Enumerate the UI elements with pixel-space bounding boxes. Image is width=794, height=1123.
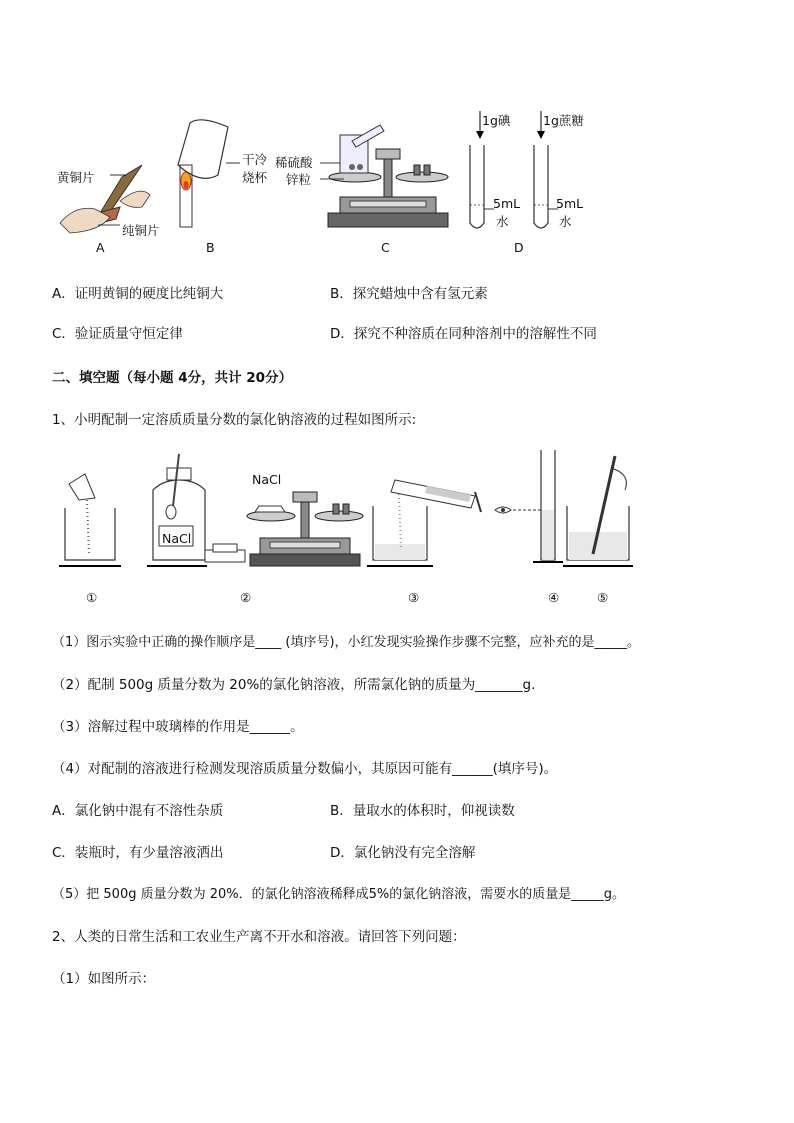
step-1-pouring <box>59 474 121 566</box>
label-iodine: 1g碘 <box>482 113 511 128</box>
figure-c-balance <box>320 125 448 227</box>
option-c: C．验证质量守恒定律 <box>52 326 183 342</box>
label-nacl-bottle: NaCl <box>162 531 192 546</box>
question-1-stem: 1、小明配制一定溶质质量分数的氯化钠溶液的过程如图所示: <box>52 412 417 428</box>
step-4-reading-cylinder <box>495 450 563 562</box>
question-1-part-2: （2）配制 500g 质量分数为 20%的氯化钠溶液，所需氯化钠的质量为_______g. <box>52 677 536 693</box>
step-2-balance <box>247 492 363 566</box>
step-5-stirring <box>563 456 633 566</box>
label-acid: 稀硫酸 <box>275 155 313 170</box>
step-3-pouring-water <box>367 480 481 566</box>
question-1-option-d: D．氯化钠没有完全溶解 <box>330 845 476 861</box>
label-sucrose: 1g蔗糖 <box>543 113 584 128</box>
label-water-a: 水 <box>496 214 509 229</box>
question-1-option-a: A．氯化钠中混有不溶性杂质 <box>52 803 224 819</box>
label-water-volume-a: 5mL <box>493 196 521 211</box>
caption-d: D <box>514 240 524 255</box>
step-number-3: ③ <box>408 590 420 605</box>
question-1-part-4: （4）对配制的溶液进行检测发现溶质质量分数偏小，其原因可能有______(填序号)。 <box>52 761 558 777</box>
question-2-stem: 2、人类的日常生活和工农业生产离不开水和溶液。请回答下列问题： <box>52 929 466 945</box>
question-1-option-c: C．装瓶时，有少量溶液洒出 <box>52 845 224 861</box>
question-1-option-b: B．量取水的体积时，仰视读数 <box>330 803 515 819</box>
label-beaker: 烧杯 <box>242 170 268 185</box>
figure-b-candle-beaker <box>178 120 240 227</box>
caption-b: B <box>206 240 215 255</box>
question-1-part-5: （5）把 500g 质量分数为 20%．的氯化钠溶液稀释成5%的氯化钠溶液，需要水的质量是_____g。 <box>52 887 626 902</box>
caption-a: A <box>96 240 105 255</box>
label-dry-cold: 干冷 <box>242 152 268 167</box>
option-d: D．探究不种溶质在同种溶剂中的溶解性不同 <box>330 326 597 342</box>
option-b: B．探究蜡烛中含有氢元素 <box>330 286 488 302</box>
label-pure-copper: 纯铜片 <box>122 223 160 238</box>
section-heading: 二、填空题（每小题 4分，共计 20分） <box>52 370 293 386</box>
step-number-4: ④ <box>548 590 560 605</box>
question-1-part-3: （3）溶解过程中玻璃棒的作用是______。 <box>52 719 304 735</box>
label-water-volume-b: 5mL <box>556 196 584 211</box>
label-nacl-dish: NaCl <box>252 472 282 487</box>
option-a: A．证明黄铜的硬度比纯铜大 <box>52 286 224 302</box>
step-2-bottle <box>147 454 245 566</box>
caption-c: C <box>381 240 390 255</box>
nacl-preparation-figure <box>55 450 655 580</box>
label-brass: 黄铜片 <box>57 170 95 185</box>
question-1-part-1: （1）图示实验中正确的操作顺序是____ (填序号)，小红发现实验操作步骤不完整，应补充的是_____。 <box>52 635 641 650</box>
question-2-part-1: （1）如图所示： <box>52 971 156 987</box>
label-water-b: 水 <box>559 214 572 229</box>
step-number-2: ② <box>240 590 252 605</box>
step-number-5: ⑤ <box>597 590 609 605</box>
label-zinc: 锌粒 <box>286 172 312 187</box>
step-number-1: ① <box>86 590 98 605</box>
